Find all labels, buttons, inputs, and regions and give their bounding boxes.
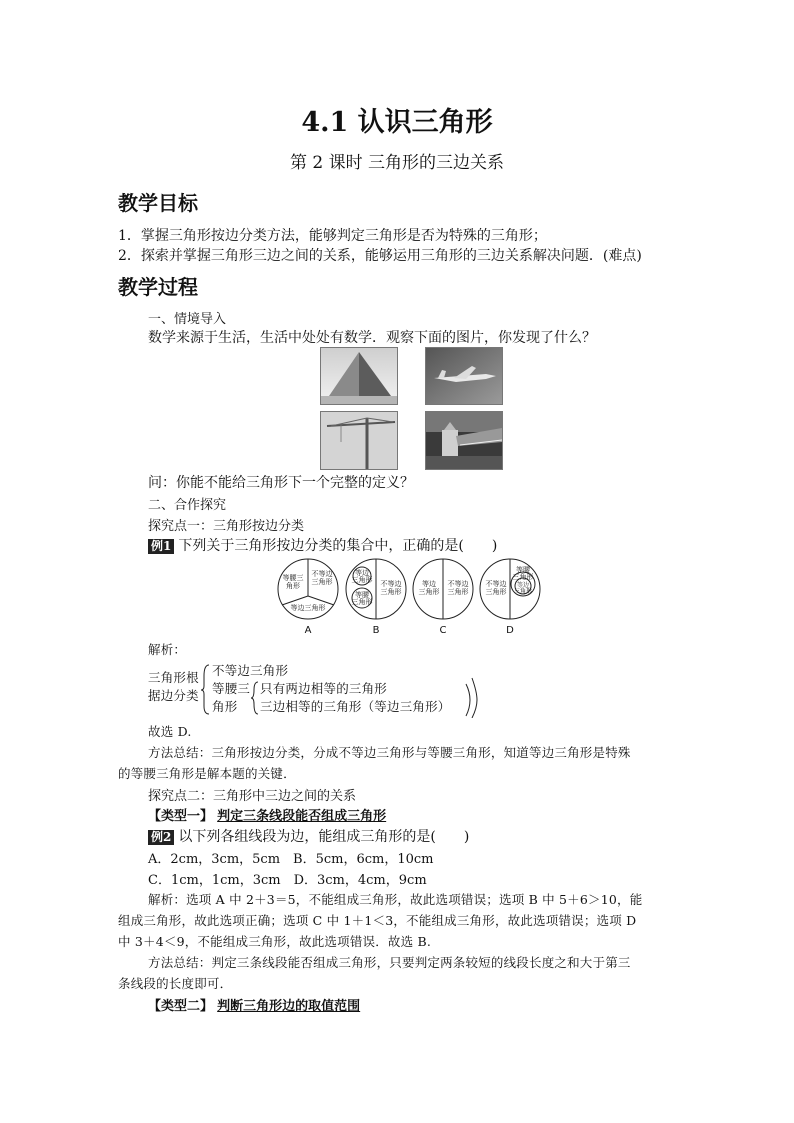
page-title: 4.1 认识三角形 (301, 107, 493, 138)
example2 (148, 826, 469, 846)
diagram-c-text1: 等边 (422, 580, 436, 588)
type1-bracket: 【类型一】 (148, 809, 214, 824)
classification-diagram (270, 556, 550, 638)
classify-branch-2b: 角形 (212, 699, 238, 714)
pyramid-photo (320, 347, 398, 405)
diagram-b-text2: 三角形 (351, 576, 373, 584)
diagram-b-label: B (372, 625, 380, 636)
goals-heading: 教学目标 (118, 191, 198, 215)
diagram-a-text5: 等边三角形 (290, 604, 326, 612)
analysis2-line1: 解析：选项 A 中 2＋3＝5，不能组成三角形，故此选项错误；选项 B 中 5＋6＞10，能 (148, 892, 643, 907)
diagram-a-text3: 不等边 (311, 570, 333, 578)
example1-badge: 例1 (148, 539, 174, 554)
diagram-d-text4: 三角形 (512, 573, 534, 581)
diagram-c-text4: 三角形 (447, 588, 469, 596)
classify-sub-2: 三边相等的三角形（等边三角形） (260, 699, 451, 714)
process-heading: 教学过程 (118, 275, 198, 299)
diagram-d-text2: 三角形 (485, 588, 507, 596)
point1-title: 探究点一：三角形按边分类 (148, 519, 305, 534)
analysis2-line3: 中 3＋4＜9，不能组成三角形，故此选项错误．故选 B. (118, 934, 432, 949)
answer1: 故选 D. (148, 724, 192, 739)
summary1-line1: 方法总结：三角形按边分类，分成不等边三角形与等腰三角形，知道等边三角形是特殊 (148, 745, 631, 760)
type1-title: 判定三条线段能否组成三角形 (217, 809, 387, 824)
summary1-line2: 的等腰三角形是解本题的关键． (118, 766, 296, 781)
classify-sub-1: 只有两边相等的三角形 (260, 681, 388, 696)
classify-branch-1: 不等边三角形 (212, 663, 289, 678)
type2-title: 判断三角形边的取值范围 (217, 999, 361, 1014)
question-text: 问：你能不能给三角形下一个完整的定义？ (148, 475, 414, 491)
analysis-label: 解析： (148, 642, 187, 657)
diagram-b-text4: 三角形 (351, 598, 373, 606)
diagram-b-text1: 等边 (355, 569, 369, 577)
example2-text: 以下列各组线段为边，能组成三角形的是( ) (178, 829, 470, 845)
diagram-c-label: C (439, 625, 447, 636)
type2-heading (148, 995, 360, 1014)
options-line2: C．1cm，1cm，3cm D．3cm，4cm，9cm (148, 873, 427, 888)
summary2-line2: 条线段的长度即可． (118, 976, 233, 991)
crane-photo (320, 411, 398, 470)
diagram-a-text1: 等腰三 (282, 574, 304, 582)
options-line1: A．2cm，3cm，5cm B．5cm，6cm，10cm (148, 852, 434, 867)
goal-item-1: 1．掌握三角形按边分类方法，能够判定三角形是否为特殊的三角形； (118, 228, 547, 244)
diagram-a-text4: 三角形 (311, 578, 333, 586)
diagram-b-text6: 三角形 (380, 588, 402, 596)
diagram-c-text3: 不等边 (447, 580, 469, 588)
jet-photo (425, 347, 503, 405)
diagram-d-text5: 等边 (516, 582, 530, 589)
classify-root-2: 据边分类 (148, 688, 199, 703)
example1-text: 下列关于三角形按边分类的集合中，正确的是( ) (178, 538, 498, 554)
example2-badge: 例2 (148, 830, 174, 845)
intro-title: 一、情境导入 (148, 312, 227, 327)
type2-bracket: 【类型二】 (148, 999, 214, 1014)
type1-heading (148, 805, 386, 824)
diagram-d-label: D (506, 625, 514, 636)
example1 (148, 535, 497, 555)
bridge-photo (425, 411, 503, 470)
point2-title: 探究点二：三角形中三边之间的关系 (148, 789, 357, 804)
diagram-d-text6: 三角形 (513, 588, 533, 595)
analysis2-line2: 组成三角形，故此选项正确；选项 C 中 1＋1＜3，不能组成三角形，故此选项错误；选项 D (118, 913, 637, 928)
diagram-a-text2: 角形 (286, 582, 300, 590)
intro-text: 数学来源于生活，生活中处处有数学．观察下面的图片，你发现了什么？ (148, 330, 596, 346)
diagram-b-text5: 不等边 (380, 580, 402, 588)
page-subtitle: 第 2 课时 三角形的三边关系 (289, 153, 505, 173)
classify-root-1: 三角形根 (148, 670, 199, 685)
summary2-line1: 方法总结：判定三条线段能否组成三角形，只要判定两条较短的线段长度之和大于第三 (148, 955, 631, 970)
goal-item-2: 2．探索并掌握三角形三边之间的关系，能够运用三角形的三边关系解决问题．(难点) (118, 248, 642, 264)
diagram-c-text2: 三角形 (418, 588, 440, 596)
diagram-a-label: A (304, 625, 312, 636)
explore-title: 二、合作探究 (148, 498, 227, 513)
diagram-b-text3: 等腰 (355, 591, 369, 599)
classify-branch-2a: 等腰三 (212, 681, 251, 696)
diagram-d-text3: 等腰 (516, 566, 530, 574)
diagram-d-text1: 不等边 (485, 580, 507, 588)
